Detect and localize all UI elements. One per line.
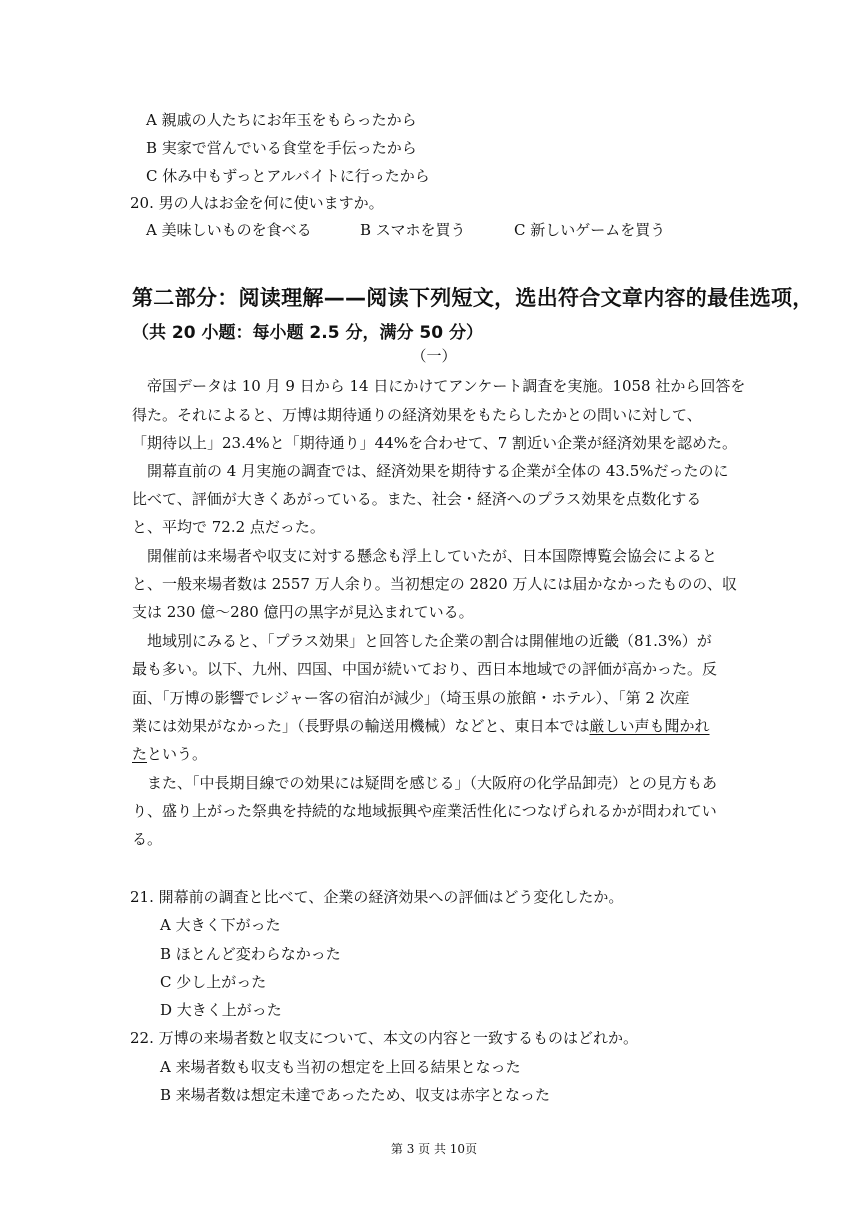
q20-option-b: B スマホを買う: [360, 221, 466, 239]
page-footer: 第 3 页 共 10页: [390, 1142, 478, 1156]
section-title: 第二部分：阅读理解——阅读下列短文，选出符合文章内容的最佳选项，: [132, 286, 814, 310]
passage-line: り、盛り上がった祭典を持続的な地域振興や産業活性化につなげられるかが問われてい: [132, 802, 717, 820]
passage-line: 開催前は来場者や収支に対する懸念も浮上していたが、日本国際博覧会協会によると: [147, 547, 718, 565]
q21-option-b: B ほとんど変わらなかった: [160, 945, 341, 963]
q20-options: [146, 220, 665, 240]
q20-option-c: C 新しいゲームを買う: [514, 221, 666, 239]
q19-option-a: A 親戚の人たちにお年玉をもらったから: [146, 111, 417, 129]
passage-line: 得た。それによると、万博は期待通りの経済効果をもたらしたかとの問いに対して、: [132, 406, 702, 424]
passage-line: と、一般来場者数は 2557 万人余り。当初想定の 2820 万人には届かなかったものの、収: [132, 575, 737, 593]
passage-line: る。: [132, 830, 163, 848]
passage-line: 支は 230 億～280 億円の黒字が見込まれている。: [132, 603, 474, 621]
q20-option-a: A 美味しいものを食べる: [146, 221, 312, 239]
q21-option-d: D 大きく上がった: [160, 1001, 282, 1019]
passage-text: という。: [147, 745, 208, 763]
underlined-phrase: た: [132, 745, 148, 763]
q21-question: 21. 開幕前の調査と比べて、企業の経済効果への評価はどう変化したか。: [130, 888, 624, 906]
passage-line: 最も多い。以下、九州、四国、中国が続いており、西日本地域での評価が高かった。反: [132, 660, 718, 678]
q22-option-b: B 来場者数は想定未達であったため、収支は赤字となった: [160, 1086, 551, 1104]
passage-line: 面、「万博の影響でレジャー客の宿泊が減少」（埼玉県の旅館・ホテル）、「第 2 次産: [132, 689, 690, 707]
passage-text: 業には効果がなかった」（長野県の輸送用機械）などと、東日本では: [132, 717, 590, 735]
passage-line: 比べて、評価が大きくあがっている。また、社会・経済へのプラス効果を点数化する: [132, 490, 702, 508]
q20-question: 20. 男の人はお金を何に使いますか。: [130, 194, 384, 212]
section-subtitle: （共 20 小题：每小题 2.5 分，满分 50 分）: [132, 323, 483, 343]
q22-option-a: A 来場者数も収支も当初の想定を上回る結果となった: [160, 1058, 521, 1076]
passage-line: 地域別にみると、「プラス効果」と回答した企業の割合は開催地の近畿（81.3%）が: [147, 632, 712, 650]
passage-line: また、「中長期目線での効果には疑問を感じる」（大阪府の化学品卸売）との見方もあ: [147, 774, 718, 792]
passage-line: 「期待以上」23.4%と「期待通り」44%を合わせて、7 割近い企業が経済効果を認めた。: [132, 434, 738, 452]
underlined-phrase: 厳しい声も聞かれ: [589, 717, 710, 735]
passage-line: と、平均で 72.2 点だった。: [132, 518, 325, 536]
passage-line: [132, 744, 207, 764]
passage-line: [132, 716, 710, 736]
passage-line: 開幕直前の 4 月実施の調査では、経済効果を期待する企業が全体の 43.5%だったのに: [147, 462, 729, 480]
q21-option-a: A 大きく下がった: [160, 916, 281, 934]
q22-question: 22. 万博の来場者数と収支について、本文の内容と一致するものはどれか。: [130, 1029, 639, 1047]
passage-line: 帝国データは 10 月 9 日から 14 日にかけてアンケート調査を実施。1058 社から回答を: [147, 377, 746, 395]
q19-option-b: B 実家で営んでいる食堂を手伝ったから: [146, 139, 417, 157]
passage-number: （一）: [411, 347, 457, 365]
q19-option-c: C 休み中もずっとアルバイトに行ったから: [146, 167, 430, 185]
q21-option-c: C 少し上がった: [160, 973, 267, 991]
